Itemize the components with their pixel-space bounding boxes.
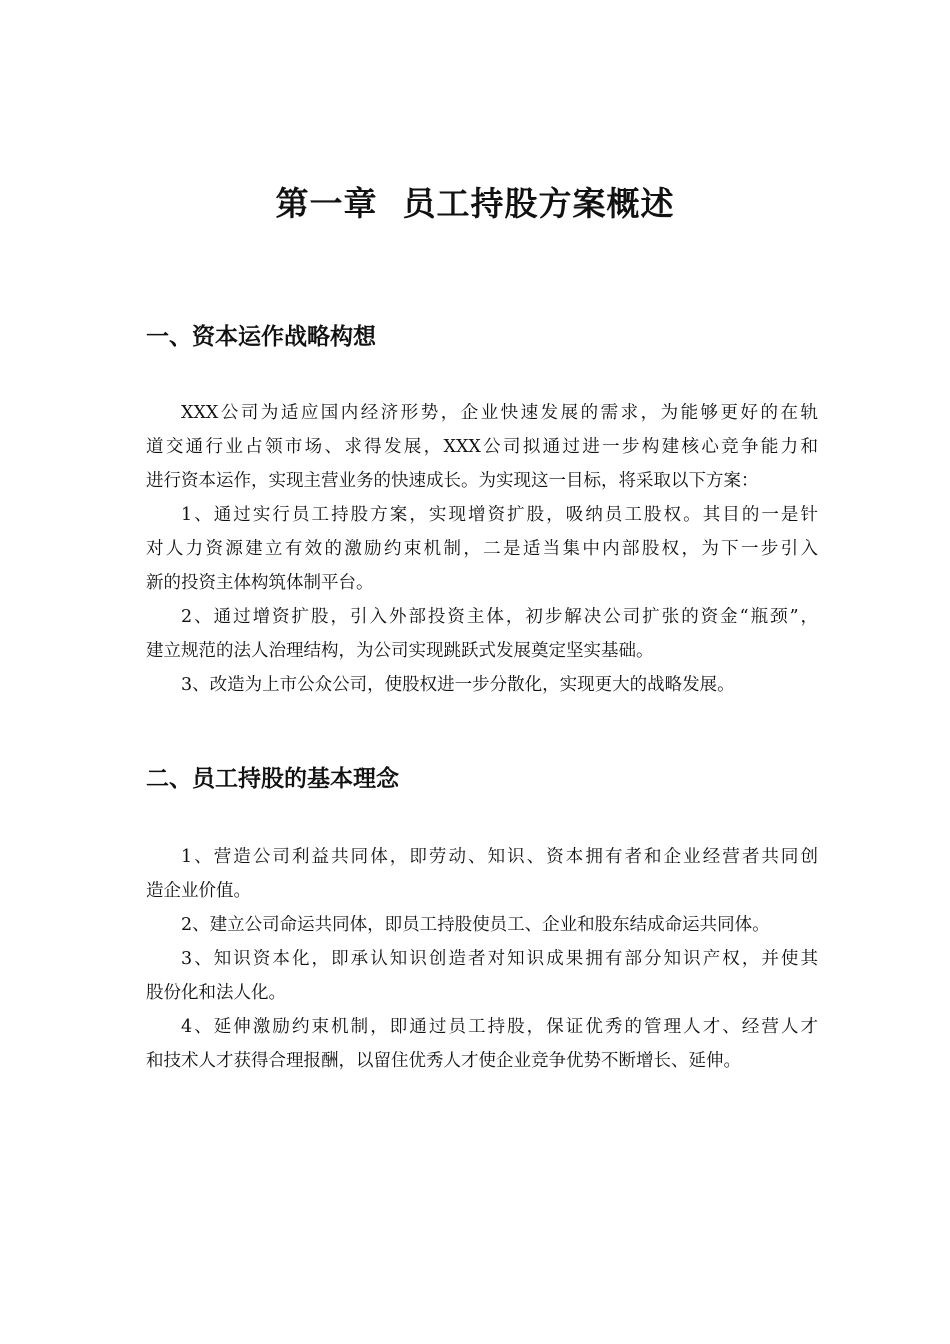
text-line: 造企业价值。 [146,881,251,901]
text-line: 1、通过实行员工持股方案，实现增资扩股，吸纳员工股权。其目的一是针 [181,505,818,525]
paragraph-plan-1 [146,498,818,600]
text-line: 2、建立公司命运共同体，即员工持股使员工、企业和股东结成命运共同体。 [181,915,770,935]
section-heading-capital-strategy: 一、资本运作战略构想 [146,324,376,350]
section-body-capital-strategy [146,396,818,702]
section-heading-basic-concepts: 二、员工持股的基本理念 [146,766,399,792]
paragraph-concept-1 [146,840,818,908]
text-line: 3、知识资本化，即承认知识创造者对知识成果拥有部分知识产权，并使其 [181,949,818,969]
paragraph-plan-3 [146,668,818,702]
text-line: 股份化和法人化。 [146,983,286,1003]
section-body-basic-concepts [146,840,818,1078]
text-line: 4、延伸激励约束机制，即通过员工持股，保证优秀的管理人才、经营人才 [181,1017,818,1037]
text-line: 建立规范的法人治理结构，为公司实现跳跃式发展奠定坚实基础。 [146,641,654,661]
text-line: 2、通过增资扩股，引入外部投资主体，初步解决公司扩张的资金“瓶颈”， [181,607,818,627]
paragraph-plan-2 [146,600,818,668]
text-line: 对人力资源建立有效的激励约束机制，二是适当集中内部股权，为下一步引入 [146,539,818,559]
text-line: 进行资本运作，实现主营业务的快速成长。为实现这一目标，将采取以下方案： [146,471,759,491]
text-line: 和技术人才获得合理报酬，以留住优秀人才使企业竞争优势不断增长、延伸。 [146,1051,741,1071]
text-line: 新的投资主体构筑体制平台。 [146,573,374,593]
paragraph-concept-3 [146,942,818,1010]
paragraph-intro [146,396,818,498]
text-line: 1、营造公司利益共同体，即劳动、知识、资本拥有者和企业经营者共同创 [181,847,818,867]
text-line: XXX公司为适应国内经济形势，企业快速发展的需求，为能够更好的在轨 [181,403,818,423]
text-line: 3、改造为上市公众公司，使股权进一步分散化，实现更大的战略发展。 [181,675,735,695]
text-line: 道交通行业占领市场、求得发展，XXX公司拟通过进一步构建核心竞争能力和 [146,437,818,457]
paragraph-concept-4 [146,1010,818,1078]
paragraph-concept-2 [146,908,818,942]
chapter-title: 第一章 员工持股方案概述 [275,184,675,223]
